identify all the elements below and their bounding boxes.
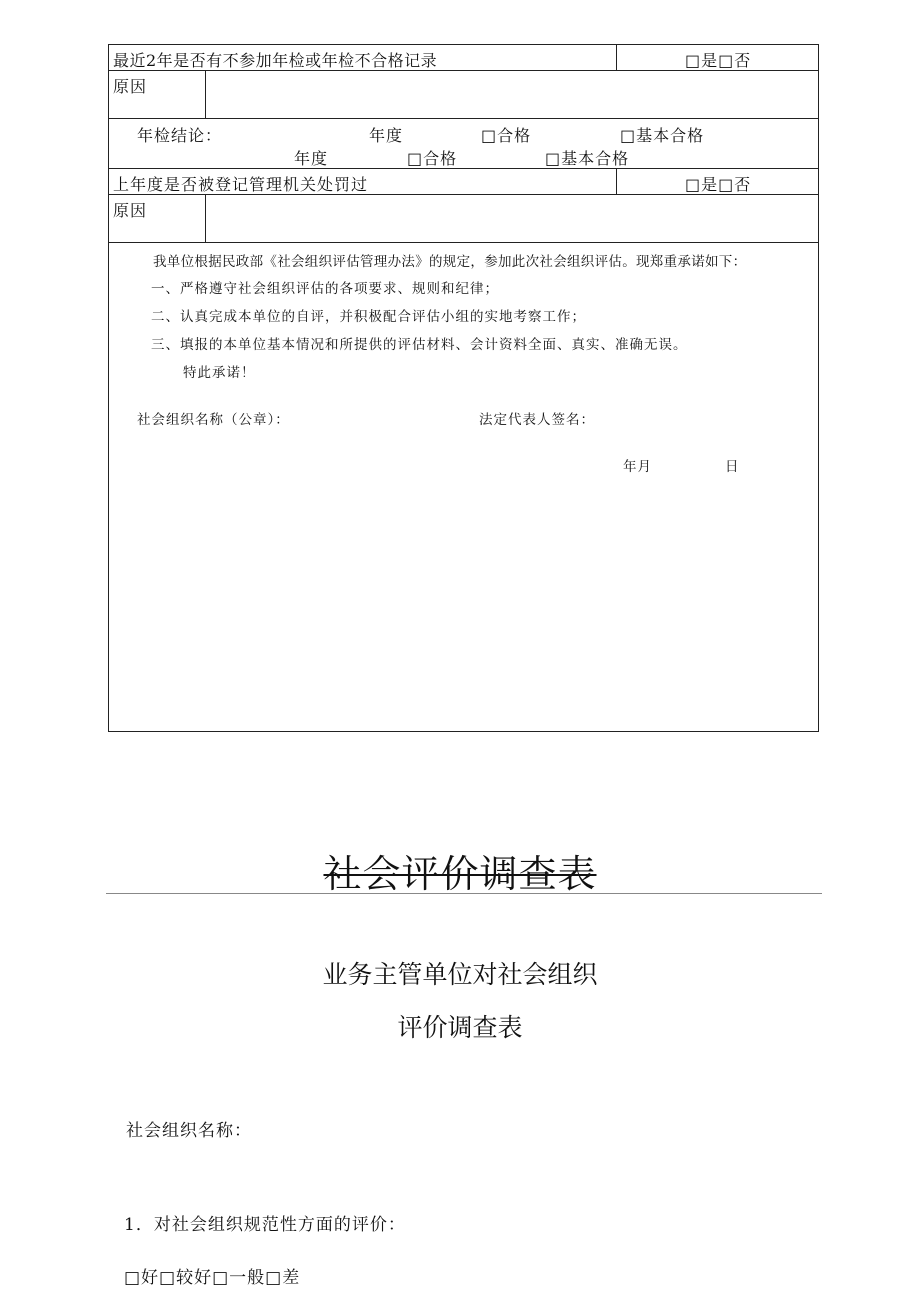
annual-check-record-divider: [616, 45, 818, 70]
reason-label-2: 原因: [113, 201, 148, 220]
annual-check-record-options[interactable]: □是□否: [685, 51, 752, 70]
reason-label-1: 原因: [113, 77, 148, 96]
pledge-section: [109, 243, 818, 731]
pledge-item-2: 二、认真完成本单位的自评，并积极配合评估小组的实地考察工作；: [151, 309, 586, 325]
title-divider: [106, 893, 822, 894]
reason-field-2[interactable]: [205, 195, 818, 242]
pledge-intro: 我单位根据民政部《社会组织评估管理办法》的规定，参加此次社会组织评估。现郑重承诺如下：: [153, 254, 747, 270]
question-1-options[interactable]: □好□较好□一般□差: [124, 1268, 301, 1288]
subtitle-line-2: 评价调查表: [397, 1013, 523, 1042]
legal-rep-signature-label: 法定代表人签名：: [479, 412, 595, 428]
org-seal-label: 社会组织名称（公章）：: [137, 412, 290, 428]
annual-check-record-label: 最近2年是否有不参加年检或年检不合格记录: [113, 51, 438, 70]
conclusion-pass-option-1[interactable]: □合格: [481, 126, 532, 145]
page-title: 社会评价调查表: [323, 852, 597, 896]
penalty-record-options[interactable]: □是□否: [685, 175, 752, 194]
penalty-record-label: 上年度是否被登记管理机关处罚过: [113, 175, 369, 194]
reason-row-2: [109, 195, 818, 243]
commitment-form: [108, 44, 819, 732]
reason-row-1: [109, 71, 818, 119]
annual-check-record-row: [109, 45, 818, 71]
date-day: 日: [725, 459, 740, 475]
penalty-record-row: [109, 169, 818, 195]
conclusion-year-1: 年度: [369, 126, 404, 145]
conclusion-pass-option-2[interactable]: □合格: [407, 149, 458, 168]
date-year-month: 年月: [623, 459, 652, 475]
conclusion-year-2: 年度: [294, 149, 329, 168]
question-1: 1．对社会组织规范性方面的评价：: [124, 1215, 406, 1235]
pledge-closing: 特此承诺！: [183, 365, 256, 381]
annual-check-conclusion-label: 年检结论：: [137, 126, 223, 145]
pledge-item-3: 三、填报的本单位基本情况和所提供的评估材料、会计资料全面、真实、准确无误。: [151, 337, 688, 353]
annual-check-conclusion-row: [109, 119, 818, 169]
penalty-record-divider: [616, 169, 818, 194]
conclusion-basic-pass-option-1[interactable]: □基本合格: [620, 126, 705, 145]
pledge-item-1: 一、严格遵守社会组织评估的各项要求、规则和纪律；: [151, 281, 499, 297]
org-name-label: 社会组织名称：: [126, 1121, 252, 1141]
conclusion-basic-pass-option-2[interactable]: □基本合格: [545, 149, 630, 168]
reason-field-1[interactable]: [205, 71, 818, 118]
subtitle-line-1: 业务主管单位对社会组织: [322, 960, 598, 989]
